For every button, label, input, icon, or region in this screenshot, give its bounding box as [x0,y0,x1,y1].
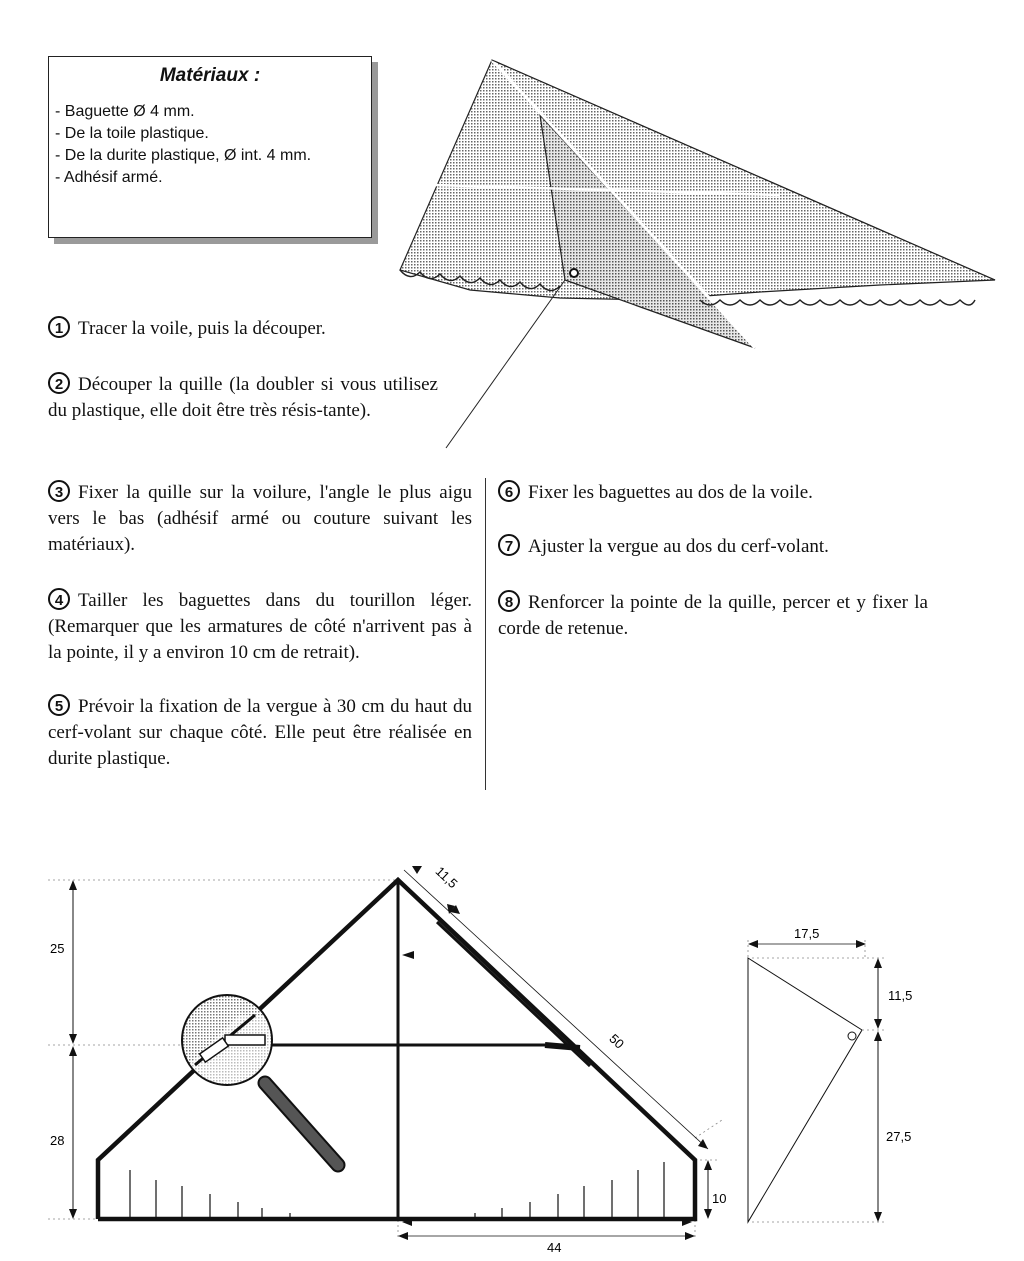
dim-gap-label: 11,5 [432,863,461,892]
step-number-badge: 6 [498,480,520,502]
step-number-badge: 4 [48,588,70,610]
materials-item: - Adhésif armé. [55,169,163,186]
kite-plan-diagram [0,850,1024,1261]
dim-top-label: 25 [50,941,65,956]
step-text: Renforcer la pointe de la quille, percer et y fixer la corde de retenue. [498,592,928,639]
dim-half-base-label: 44 [547,1240,562,1255]
step-number-badge: 2 [48,372,70,394]
step-number-badge: 5 [48,694,70,716]
materials-item: - Baguette Ø 4 mm. [55,103,195,120]
step-number-badge: 1 [48,316,70,338]
step-5 [48,694,472,772]
keel-lower-label: 27,5 [886,1129,912,1144]
step-text: Tailler les baguettes dans du tourillon léger. (Remarquer que les armatures de côté n'arrivent pas à la pointe, il y a environ 10 cm de retrait). [48,590,472,663]
step-text: Découper la quille (la doubler si vous utilisez du plastique, elle doit être très résis-tante). [48,374,438,421]
column-divider [485,478,486,790]
step-6 [498,480,938,506]
step-text: Ajuster la vergue au dos du cerf-volant. [528,536,829,557]
step-number-badge: 7 [498,534,520,556]
step-number-badge: 3 [48,480,70,502]
step-7 [498,534,938,560]
materials-list [49,101,371,189]
step-1 [48,316,448,342]
magnifier-icon [183,996,338,1165]
keel-upper-label: 11,5 [888,988,913,1003]
kite-illustration [395,55,1005,455]
step-number-badge: 8 [498,590,520,612]
dim-bottom-label: 28 [50,1133,65,1148]
step-text: Prévoir la fixation de la vergue à 30 cm du haut du cerf-volant sur chaque côté. Elle peut être réalisée en durite plastique. [48,696,472,769]
keel-tow-hole-icon [848,1032,856,1040]
materials-title: Matériaux : [159,65,261,86]
dim-edge-label: 50 [606,1030,628,1052]
materials-box [48,56,372,238]
tow-hole-icon [570,269,578,277]
step-text: Fixer la quille sur la voilure, l'angle le plus aigu vers le bas (adhésif armé ou couture suivant les matériaux). [48,482,472,555]
step-text: Fixer les baguettes au dos de la voile. [528,482,813,503]
step-4 [48,588,472,666]
step-3 [48,480,472,558]
materials-item: - De la durite plastique, Ø int. 4 mm. [55,147,312,164]
keel-width-label: 17,5 [794,926,820,941]
step-2 [48,372,438,424]
dim-side-label: 10 [712,1191,727,1206]
kite-sail [400,60,995,300]
materials-item: - De la toile plastique. [55,125,209,142]
step-text: Tracer la voile, puis la découper. [78,318,326,339]
keel-template [748,926,912,1222]
step-8 [498,590,928,642]
